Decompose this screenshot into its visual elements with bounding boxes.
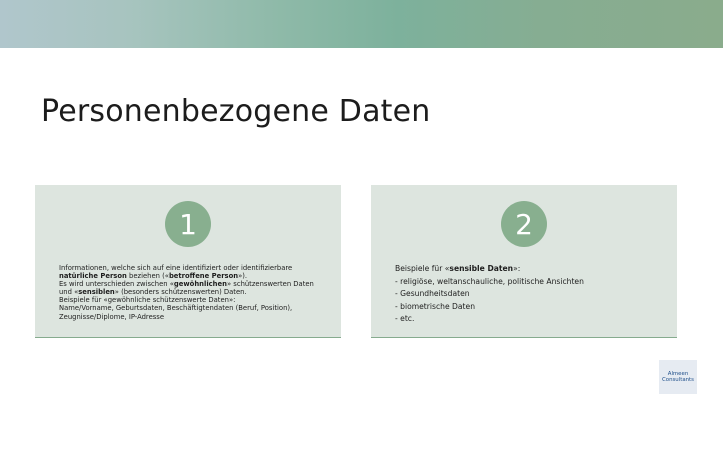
text-segment: » (besonders schützenswerten) Daten.	[114, 288, 247, 297]
text-segment: beziehen («	[126, 272, 169, 281]
card-number-badge: 1	[165, 201, 211, 247]
body-line: Beispiele für «gewöhnliche schützenswerte Daten»:	[59, 296, 236, 305]
card-1	[35, 185, 341, 338]
body-line: Name/Vorname, Geburtsdaten, Beschäftigtendaten (Beruf, Position),	[59, 304, 293, 313]
logo-text: Consultants	[662, 377, 694, 383]
card-2	[371, 185, 677, 338]
text-segment: Beispiele für «	[395, 264, 450, 273]
card-number-badge: 2	[501, 201, 547, 247]
text-segment: Informationen, welche sich auf eine identifiziert oder identifizierbare	[59, 264, 293, 272]
company-logo	[659, 360, 697, 394]
text-segment: » schützenswerten Daten	[226, 280, 314, 289]
body-line	[59, 264, 323, 272]
list-item: - Gesundheitsdaten	[395, 289, 470, 299]
body-line	[59, 272, 323, 280]
card-body	[395, 263, 659, 326]
list-item: - biometrische Daten	[395, 301, 476, 311]
list-item: - etc.	[395, 314, 415, 324]
text-segment: Es wird unterschieden zwischen «	[59, 280, 174, 289]
bold-term: sensible Daten	[449, 264, 514, 273]
slide-title: Personenbezogene Daten	[41, 94, 431, 129]
bold-term: sensiblen	[78, 288, 115, 297]
body-line	[59, 288, 323, 296]
bold-term: natürliche Person	[59, 272, 127, 281]
logo-text: Almeen	[667, 370, 689, 377]
text-segment: »).	[238, 272, 248, 281]
header-banner	[0, 0, 723, 48]
bold-term: betroffene Person	[168, 272, 239, 281]
body-line	[395, 263, 659, 276]
text-segment: »:	[513, 264, 521, 273]
body-line	[59, 280, 323, 288]
body-line: Zeugnisse/Diplome, IP-Adresse	[59, 312, 165, 321]
card-body	[59, 264, 323, 321]
list-item: - religiöse, weltanschauliche, politische Ansichten	[395, 276, 584, 286]
text-segment: und «	[59, 288, 79, 297]
bold-term: gewöhnlichen	[173, 280, 227, 289]
